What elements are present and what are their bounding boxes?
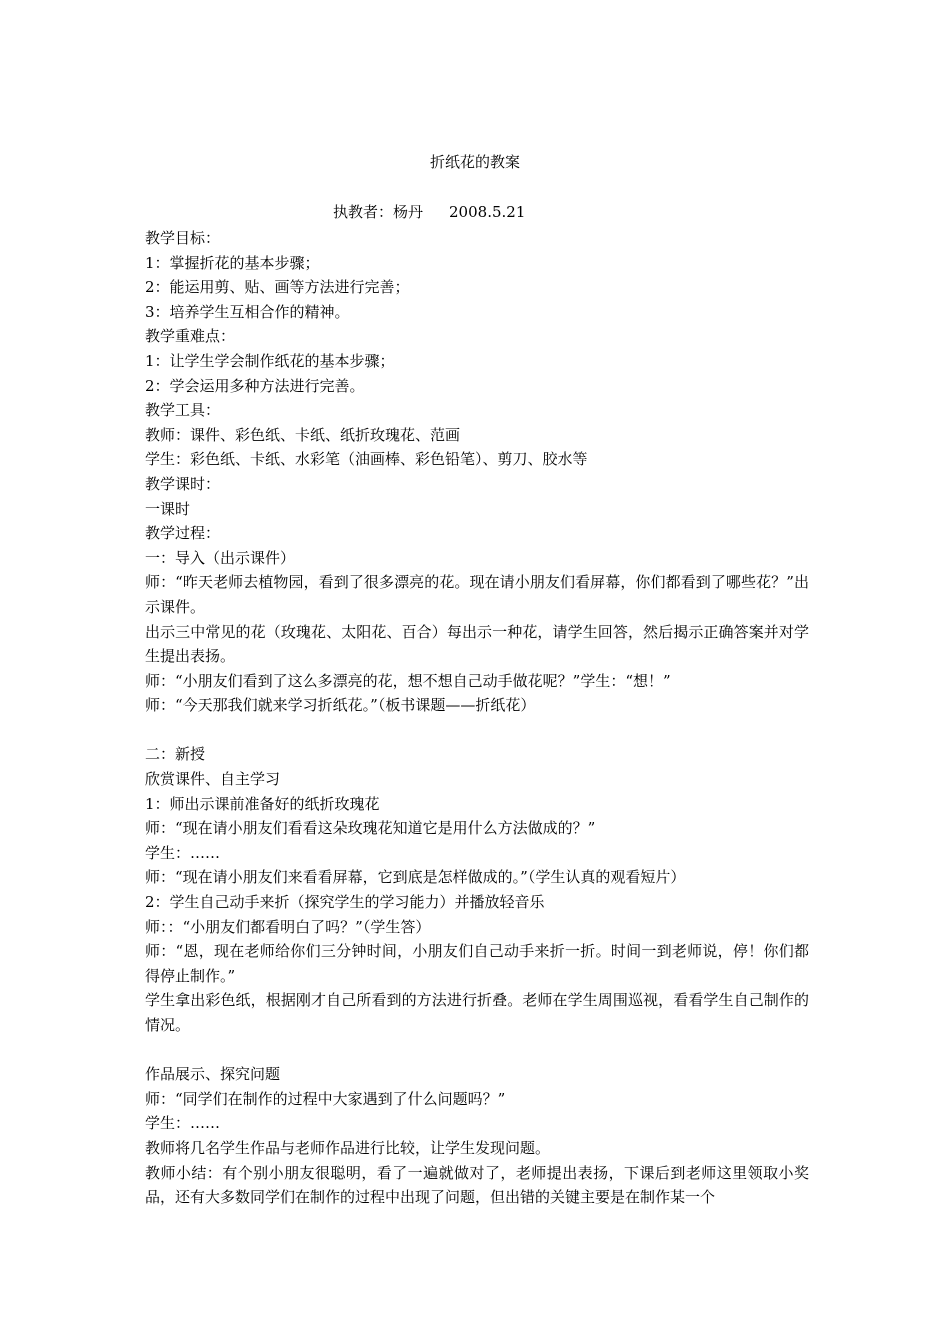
author-label: 执教者：杨丹 — [333, 203, 424, 221]
paragraph: 3：培养学生互相合作的精神。 — [145, 302, 350, 321]
paragraph: 学生：彩色纸、卡纸、水彩笔（油画棒、彩色铅笔）、剪刀、胶水等 — [145, 450, 588, 469]
paragraph: 学生：…… — [145, 1114, 221, 1133]
lesson-date: 2008.5.21 — [449, 203, 526, 221]
paragraph: 2：学会运用多种方法进行完善。 — [145, 376, 365, 395]
paragraph: 二：新授 — [145, 745, 206, 764]
paragraph: 师：“小朋友们看到了这么多漂亮的花，想不想自己动手做花呢？”学生：“想！” — [145, 671, 671, 690]
paragraph: 作品展示、探究问题 — [145, 1065, 281, 1084]
paragraph: 2：能运用剪、贴、画等方法进行完善； — [145, 278, 410, 297]
paragraph: 出示三中常见的花（玫瑰花、太阳花、百合）每出示一种花，请学生回答，然后揭示正确答案并对学生提出表扬。 — [145, 622, 809, 666]
document-body — [145, 226, 809, 1210]
paragraph: 师：：“小朋友们都看明白了吗？”（学生答） — [145, 917, 431, 936]
paragraph: 教学过程： — [145, 524, 221, 543]
paragraph: 师：“现在请小朋友们看看这朵玫瑰花知道它是用什么方法做成的？” — [145, 819, 596, 838]
paragraph: 学生拿出彩色纸，根据刚才自己所看到的方法进行折叠。老师在学生周围巡视，看看学生自己制作的情况。 — [145, 991, 809, 1034]
paragraph: 教师将几名学生作品与老师作品进行比较，让学生发现问题。 — [145, 1138, 551, 1157]
paragraph: 欣赏课件、自主学习 — [145, 770, 281, 789]
paragraph: 教学工具： — [145, 401, 221, 420]
paragraph: 2：学生自己动手来折（探究学生的学习能力）并播放轻音乐 — [145, 893, 545, 912]
blank-line — [145, 718, 809, 743]
paragraph: 1：让学生学会制作纸花的基本步骤； — [145, 351, 395, 370]
paragraph: 一课时 — [145, 499, 191, 518]
paragraph: 一：导入（出示课件） — [145, 548, 296, 567]
paragraph: 师：“同学们在制作的过程中大家遇到了什么问题吗？” — [145, 1089, 506, 1108]
paragraph: 教师：课件、彩色纸、卡纸、纸折玫瑰花、范画 — [145, 425, 461, 444]
paragraph: 师：“昨天老师去植物园，看到了很多漂亮的花。现在请小朋友们看屏幕，你们都看到了哪些花？”出示课件。 — [145, 573, 809, 616]
paragraph: 师：“恩，现在老师给你们三分钟时间，小朋友们自己动手来折一折。时间一到老师说，停！你们都得停止制作。” — [145, 942, 809, 985]
paragraph: 师：“现在请小朋友们来看看屏幕，它到底是怎样做成的。”（学生认真的观看短片） — [145, 868, 686, 887]
paragraph: 教师小结：有个别小朋友很聪明，看了一遍就做对了，老师提出表扬，下课后到老师这里领取小奖品，还有大多数同学们在制作的过程中出现了问题，但出错的关键主要是在制作某一个 — [145, 1163, 809, 1207]
paragraph: 1：师出示课前准备好的纸折玫瑰花 — [145, 794, 380, 813]
paragraph: 1：掌握折花的基本步骤； — [145, 253, 320, 272]
document-title: 折纸花的教案 — [429, 153, 520, 171]
paragraph: 学生：…… — [145, 843, 221, 862]
paragraph: 教学课时： — [145, 474, 221, 493]
author-line — [333, 201, 525, 223]
blank-line — [145, 1038, 809, 1063]
paragraph: 教学重难点： — [145, 327, 236, 346]
paragraph: 教学目标： — [145, 229, 221, 247]
paragraph: 师：“今天那我们就来学习折纸花。”（板书课题——折纸花） — [145, 696, 536, 715]
